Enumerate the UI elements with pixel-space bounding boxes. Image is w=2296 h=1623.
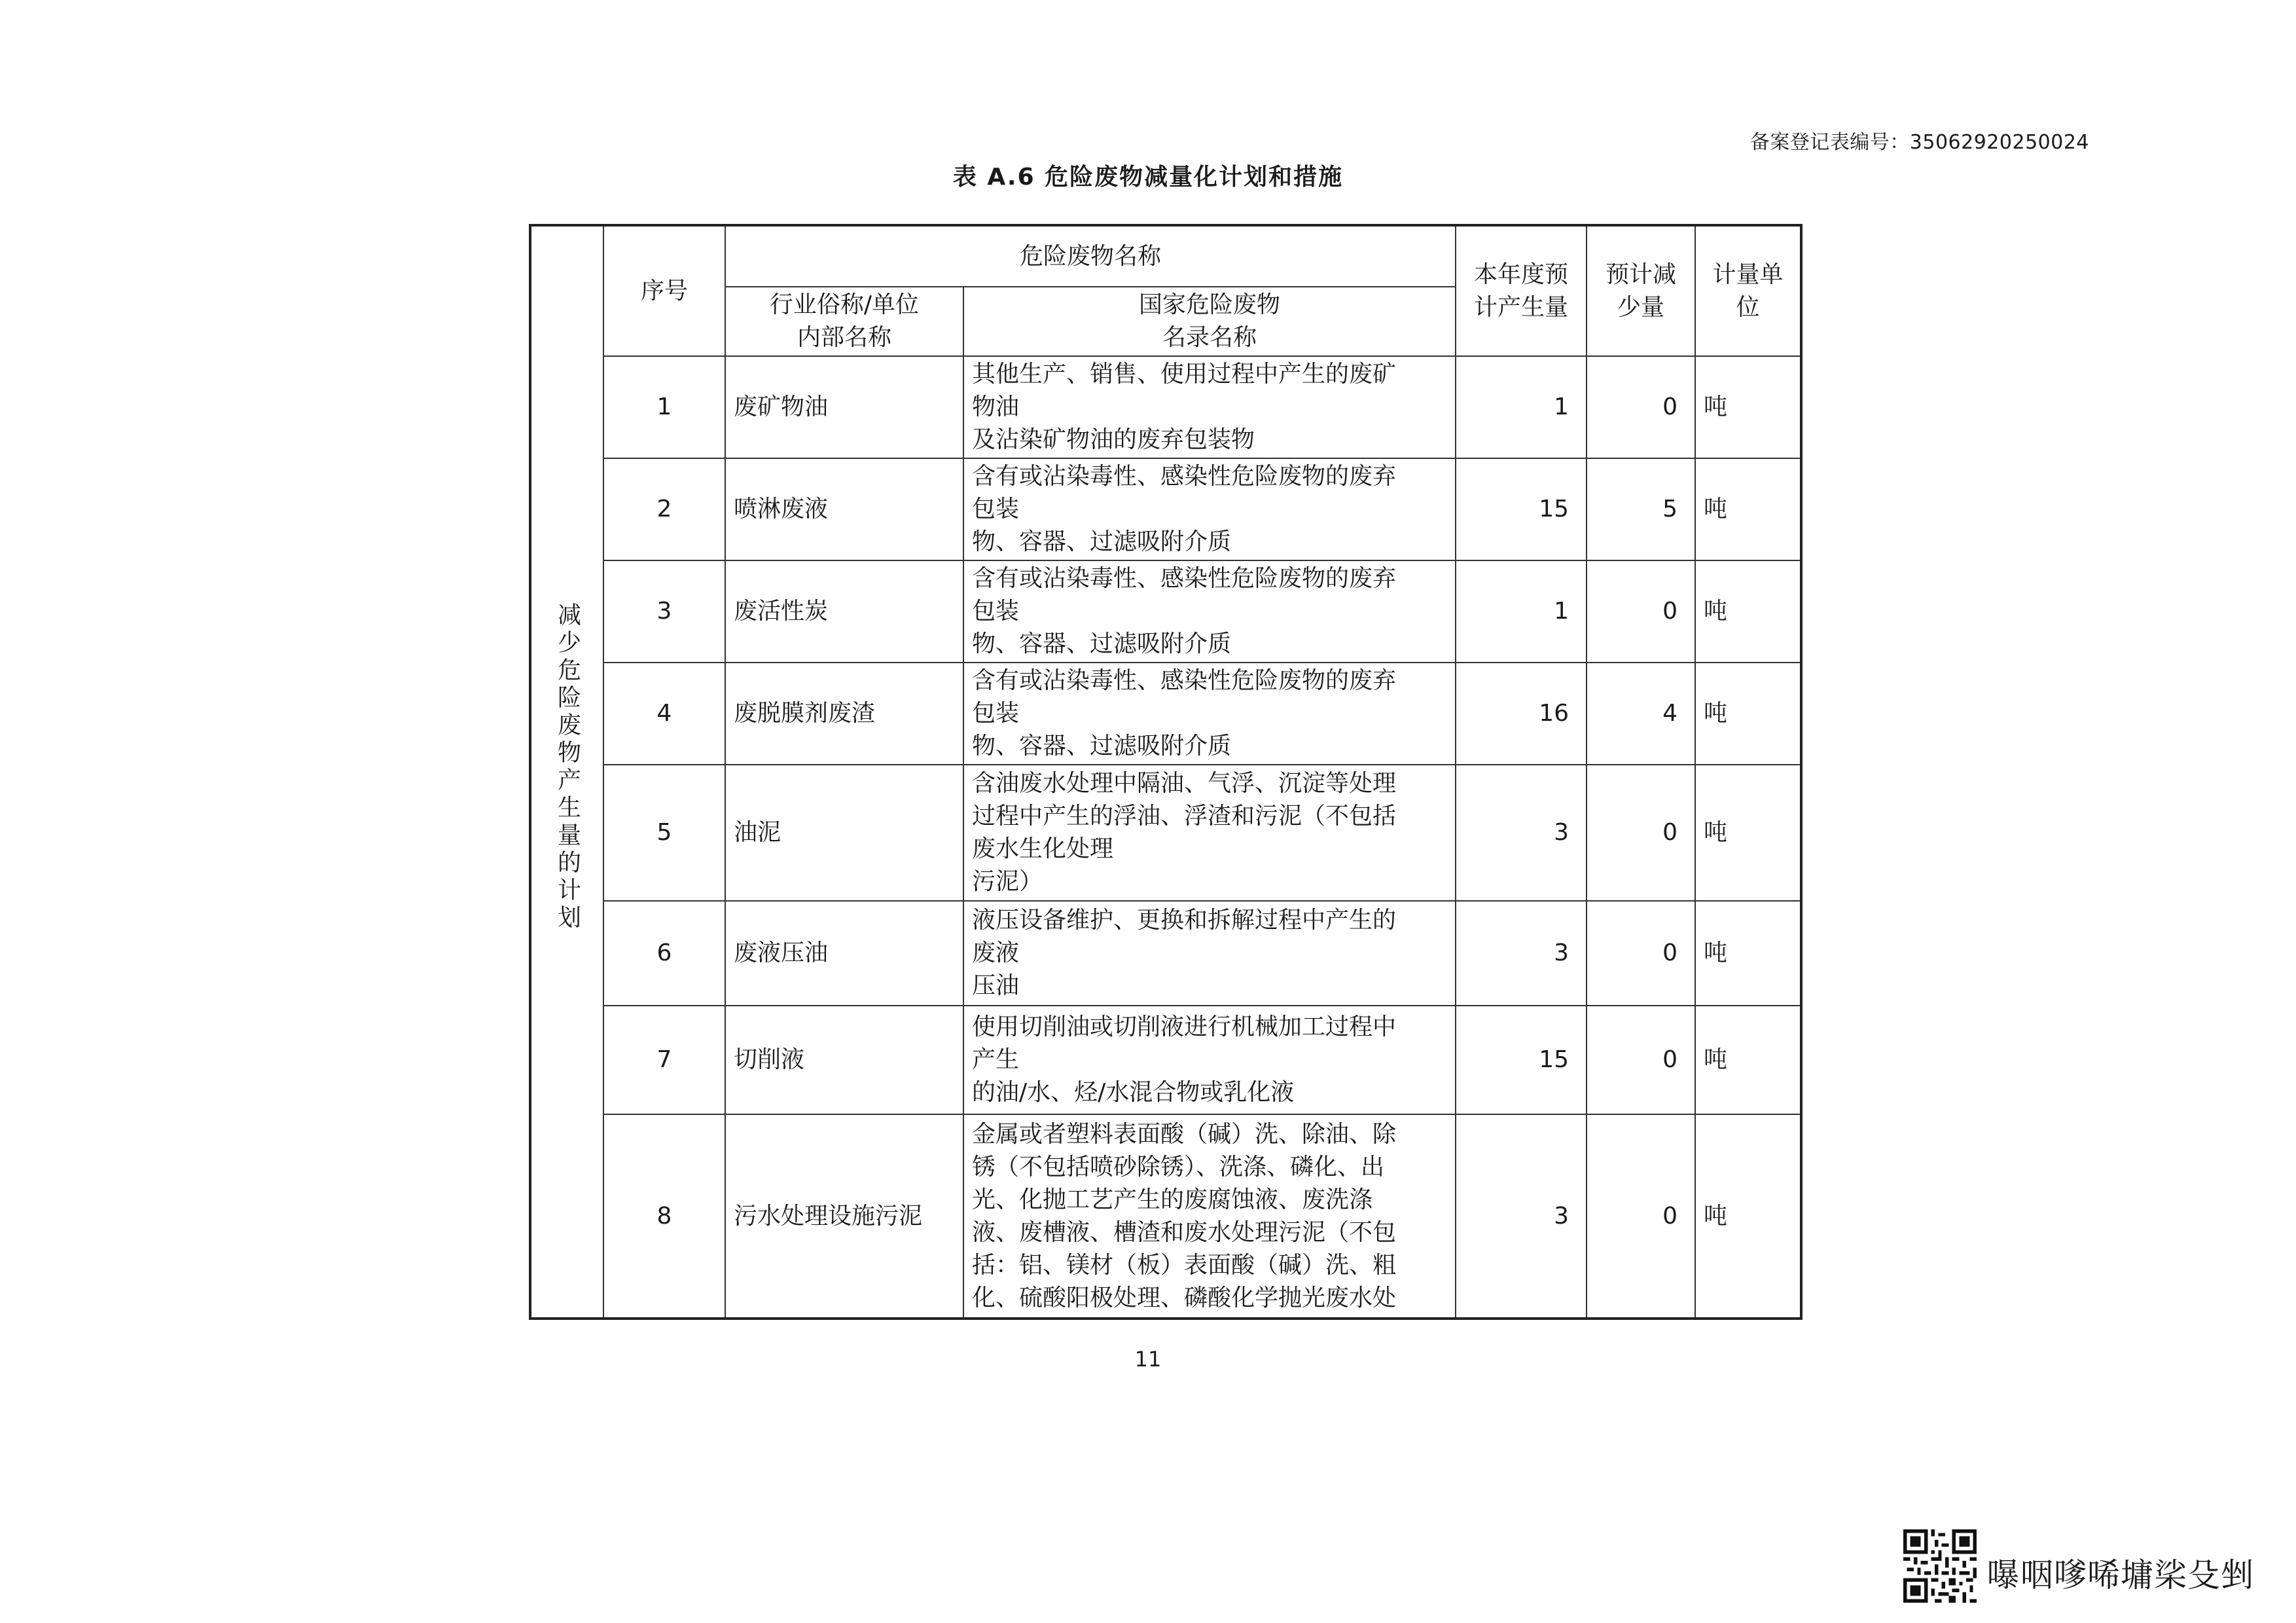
row-annual-output: 15 <box>1456 458 1587 560</box>
side-label-cell <box>530 225 603 1319</box>
row-industry-name: 废液压油 <box>725 901 963 1006</box>
table-row <box>530 1006 1801 1114</box>
header-row-1 <box>530 225 1801 287</box>
row-annual-output: 15 <box>1456 1006 1587 1114</box>
table-title: 表 A.6 危险废物减量化计划和措施 <box>952 164 1344 191</box>
header-waste-name-group: 危险废物名称 <box>725 225 1456 287</box>
row-unit: 吨 <box>1695 356 1801 458</box>
row-unit: 吨 <box>1695 1006 1801 1114</box>
header-unit: 计量单 位 <box>1695 225 1801 356</box>
qr-code-icon <box>1903 1529 1977 1603</box>
side-label: 减少危险废物产生量的计划 <box>554 602 581 932</box>
row-unit: 吨 <box>1695 458 1801 560</box>
header-industry-name: 行业俗称/单位 内部名称 <box>725 287 963 356</box>
row-seq: 8 <box>603 1114 725 1319</box>
row-industry-name: 切削液 <box>725 1006 963 1114</box>
header-seq: 序号 <box>603 225 725 356</box>
table-row <box>530 458 1801 560</box>
header-annual-output: 本年度预 计产生量 <box>1456 225 1587 356</box>
row-unit: 吨 <box>1695 560 1801 663</box>
row-expected-reduction: 0 <box>1587 901 1695 1006</box>
row-national-name: 含有或沾染毒性、感染性危险废物的废弃 包装 物、容器、过滤吸附介质 <box>963 458 1456 560</box>
row-national-name: 液压设备维护、更换和拆解过程中产生的 废液 压油 <box>963 901 1456 1006</box>
row-expected-reduction: 0 <box>1587 356 1695 458</box>
row-seq: 6 <box>603 901 725 1006</box>
row-annual-output: 16 <box>1456 663 1587 765</box>
row-unit: 吨 <box>1695 901 1801 1006</box>
row-national-name: 金属或者塑料表面酸（碱）洗、除油、除 锈（不包括喷砂除锈）、洗涤、磷化、出 光、化抛工艺产生的废腐蚀液、废洗涤 液、废槽液、槽渣和废水处理污泥（不包 括：铝、镁材（板）表面酸（碱）洗、粗 化、硫酸阳极处理、磷酸化学抛光废水处 <box>963 1114 1456 1319</box>
table-row <box>530 560 1801 663</box>
row-annual-output: 1 <box>1456 356 1587 458</box>
hazardous-waste-table <box>529 224 1803 1320</box>
stamp-text: 嚗咽嗲唏墉桬殳剉 <box>1987 1556 2254 1594</box>
row-national-name: 含油废水处理中隔油、气浮、沉淀等处理 过程中产生的浮油、浮渣和污泥（不包括 废水生化处理 污泥） <box>963 765 1456 901</box>
row-national-name: 含有或沾染毒性、感染性危险废物的废弃 包装 物、容器、过滤吸附介质 <box>963 560 1456 663</box>
row-industry-name: 喷淋废液 <box>725 458 963 560</box>
row-industry-name: 废脱膜剂废渣 <box>725 663 963 765</box>
row-expected-reduction: 5 <box>1587 458 1695 560</box>
table-row <box>530 765 1801 901</box>
row-seq: 7 <box>603 1006 725 1114</box>
row-industry-name: 污水处理设施污泥 <box>725 1114 963 1319</box>
row-seq: 1 <box>603 356 725 458</box>
table-row <box>530 663 1801 765</box>
row-seq: 4 <box>603 663 725 765</box>
row-national-name: 其他生产、销售、使用过程中产生的废矿 物油 及沾染矿物油的废弃包装物 <box>963 356 1456 458</box>
table-row <box>530 1114 1801 1319</box>
row-expected-reduction: 4 <box>1587 663 1695 765</box>
row-annual-output: 3 <box>1456 1114 1587 1319</box>
record-number: 备案登记表编号：35062920250024 <box>1749 131 2089 154</box>
header-expected-reduction: 预计减 少量 <box>1587 225 1695 356</box>
row-seq: 5 <box>603 765 725 901</box>
row-annual-output: 3 <box>1456 765 1587 901</box>
row-industry-name: 废活性炭 <box>725 560 963 663</box>
row-annual-output: 1 <box>1456 560 1587 663</box>
row-industry-name: 油泥 <box>725 765 963 901</box>
row-expected-reduction: 0 <box>1587 1114 1695 1319</box>
row-expected-reduction: 0 <box>1587 560 1695 663</box>
row-unit: 吨 <box>1695 1114 1801 1319</box>
row-expected-reduction: 0 <box>1587 765 1695 901</box>
row-unit: 吨 <box>1695 765 1801 901</box>
header-national-name: 国家危险废物 名录名称 <box>963 287 1456 356</box>
page-number: 11 <box>1134 1347 1162 1372</box>
row-national-name: 含有或沾染毒性、感染性危险废物的废弃 包装 物、容器、过滤吸附介质 <box>963 663 1456 765</box>
row-seq: 3 <box>603 560 725 663</box>
table-row <box>530 901 1801 1006</box>
row-seq: 2 <box>603 458 725 560</box>
row-national-name: 使用切削油或切削液进行机械加工过程中 产生 的油/水、烃/水混合物或乳化液 <box>963 1006 1456 1114</box>
row-unit: 吨 <box>1695 663 1801 765</box>
row-expected-reduction: 0 <box>1587 1006 1695 1114</box>
row-industry-name: 废矿物油 <box>725 356 963 458</box>
table-row <box>530 356 1801 458</box>
row-annual-output: 3 <box>1456 901 1587 1006</box>
